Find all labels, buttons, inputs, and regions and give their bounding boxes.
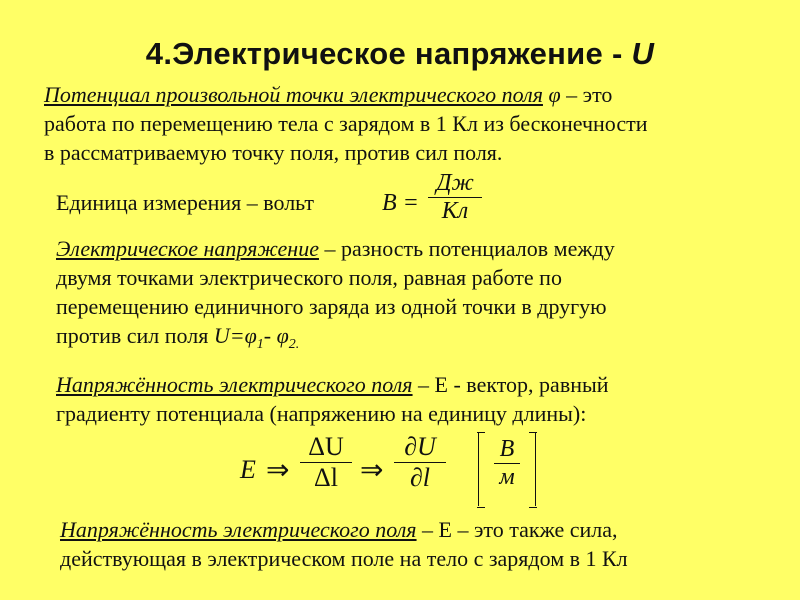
- voltage-sub-1: 1: [256, 337, 264, 352]
- intensity-line-1: [56, 370, 609, 399]
- formula-frac1-den: Δl: [314, 463, 338, 492]
- intensity-term: Напряжённость электрического поля: [56, 372, 413, 397]
- formula-arrow-2: ⇒: [360, 455, 384, 486]
- unit-fraction-den: Кл: [441, 198, 469, 224]
- potential-term: Потенциал произвольной точки электрического поля: [44, 82, 543, 107]
- left-bracket-ticks: [477, 432, 485, 508]
- potential-line-3: в рассматриваемую точку поля, против сил поля.: [44, 140, 503, 165]
- intensity-rest: – Е - вектор, равный: [412, 372, 609, 397]
- force-rest: – Е – это также сила,: [416, 517, 618, 542]
- title-symbol: U: [631, 36, 655, 71]
- formula-frac1-num: ΔU: [308, 432, 344, 461]
- potential-definition: [44, 80, 648, 167]
- potential-symbol: φ: [542, 82, 561, 107]
- formula-arrow-1: ⇒: [266, 455, 290, 486]
- force-line-2: действующая в электрическом поле на тело с зарядом в 1 Кл: [60, 546, 628, 571]
- voltage-line-4: [56, 321, 615, 359]
- voltage-line-2: двумя точками электрического поля, равная работе по: [56, 265, 562, 290]
- voltage-rest: – разность потенциалов между: [318, 236, 615, 261]
- formula-unit-fraction: [494, 436, 520, 491]
- voltage-formula-mid: - φ: [263, 323, 289, 348]
- unit-formula-lhs: B =: [382, 190, 419, 216]
- formula-fraction-1: [300, 432, 352, 493]
- force-line-1: [60, 515, 628, 544]
- unit-fraction-num: Дж: [436, 170, 474, 196]
- formula-fraction-2: [394, 432, 446, 493]
- potential-rest: – это: [560, 82, 613, 107]
- voltage-definition: [56, 234, 615, 359]
- intensity-definition: [56, 370, 609, 428]
- voltage-formula-u: U=φ: [213, 323, 257, 348]
- formula-frac2-num: ∂U: [404, 432, 436, 461]
- formula-frac2-den: ∂l: [409, 463, 431, 492]
- title-number: 4.: [145, 36, 173, 71]
- intensity-line-2: градиенту потенциала (напряжению на единицу длины):: [56, 401, 587, 426]
- formula-e: E: [240, 455, 256, 484]
- unit-label: Единица измерения – вольт: [56, 190, 314, 215]
- formula-unit-num: B: [499, 436, 515, 462]
- potential-line-2: работа по перемещению тела с зарядом в 1 Кл из бесконечности: [44, 111, 648, 136]
- voltage-prefix: против сил поля: [56, 323, 214, 348]
- title-text: Электрическое напряжение -: [172, 36, 632, 71]
- voltage-line-3: перемещению единичного заряда из одной точки в другую: [56, 294, 607, 319]
- right-bracket-ticks: [529, 432, 537, 508]
- slide-title: [0, 36, 800, 72]
- force-term: Напряжённость электрического поля: [60, 517, 417, 542]
- force-definition: [60, 515, 628, 573]
- potential-line-1: [44, 80, 648, 109]
- unit-fraction: [428, 170, 482, 225]
- voltage-term: Электрическое напряжение: [56, 236, 319, 261]
- voltage-sub-2: 2.: [288, 337, 300, 352]
- voltage-line-1: [56, 234, 615, 263]
- formula-unit-den: м: [499, 464, 515, 490]
